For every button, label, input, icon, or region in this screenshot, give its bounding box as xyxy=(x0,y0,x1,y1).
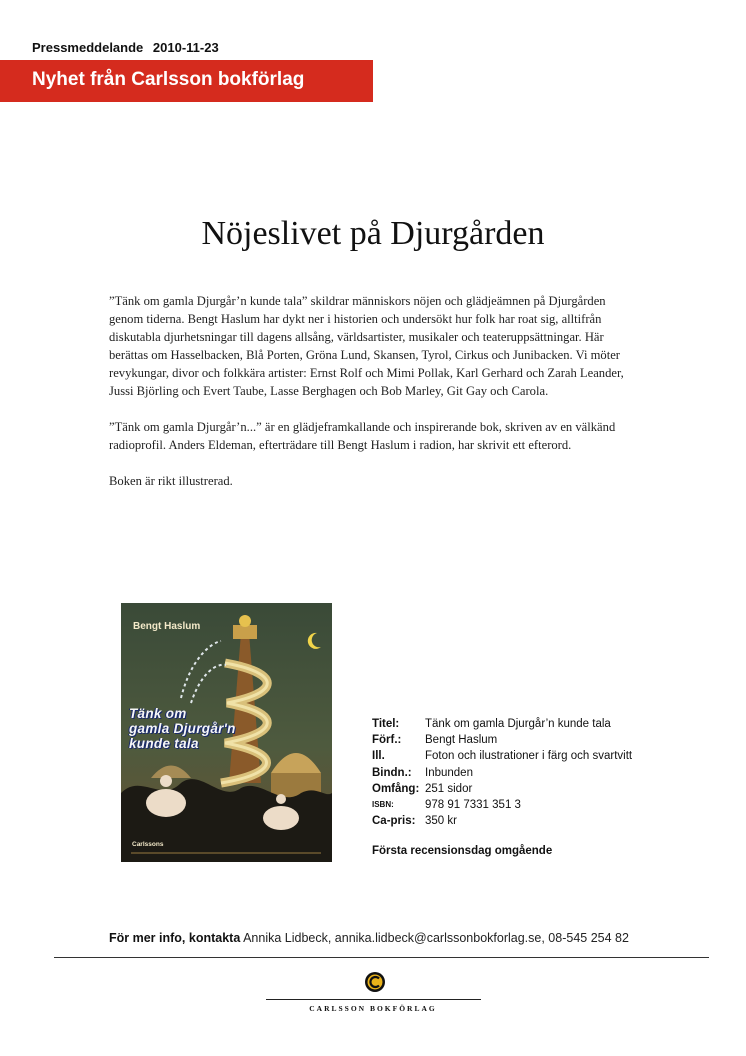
press-release-date: 2010-11-23 xyxy=(152,40,219,55)
publisher-wordmark: CARLSSON BOKFÖRLAG xyxy=(309,1004,437,1013)
info-value: Inbunden xyxy=(425,766,473,779)
cover-title-line: Tänk om xyxy=(129,706,187,721)
info-label: Omfång: xyxy=(372,782,420,795)
info-label: Förf.: xyxy=(372,734,402,747)
press-release-line xyxy=(32,40,225,55)
info-value: 978 91 7331 351 3 xyxy=(425,798,521,811)
info-value: Foton och ilustrationer i färg och svartvitt xyxy=(425,750,633,763)
body-paragraph: ”Tänk om gamla Djurgår’n...” är en glädjeframkallande och inspirerande bok, skriven av en välkänd radioprofil. Anders Eldeman, efterträdare till Bengt Haslum i radion, har skrivit ett efterord. xyxy=(109,420,616,452)
info-value: Bengt Haslum xyxy=(425,734,498,747)
info-row-pages xyxy=(372,781,632,797)
contact-details: Annika Lidbeck, annika.lidbeck@carlssonbokforlag.se, 08-545 254 82 xyxy=(243,931,629,945)
cover-publisher: Carlssons xyxy=(132,841,164,848)
info-value: Tänk om gamla Djurgår’n kunde tala xyxy=(425,718,611,730)
info-label: ISBN: xyxy=(372,799,394,809)
first-review-note: Första recensionsdag omgående xyxy=(372,845,553,857)
cover-title-line: gamla Djurgår'n xyxy=(129,721,236,736)
info-value: 251 sidor xyxy=(425,782,473,795)
news-banner xyxy=(0,60,373,102)
footer-divider xyxy=(54,957,709,958)
info-label: Bindn.: xyxy=(372,766,412,779)
press-release-label: Pressmeddelande xyxy=(32,40,144,55)
info-label: Titel: xyxy=(372,718,400,730)
logo-divider xyxy=(266,999,481,1000)
info-row-title xyxy=(372,716,632,732)
cover-title xyxy=(129,706,236,751)
book-info xyxy=(372,716,632,829)
contact-line xyxy=(109,931,629,945)
info-row-binding xyxy=(372,765,632,781)
info-label: Ca-pris: xyxy=(372,815,416,828)
news-banner-text: Nyhet från Carlsson bokförlag xyxy=(32,69,305,90)
info-label: Ill. xyxy=(372,750,385,763)
info-row-author xyxy=(372,732,632,748)
cover-author: Bengt Haslum xyxy=(133,621,201,632)
contact-label: För mer info, kontakta xyxy=(109,931,241,945)
info-row-illustrations xyxy=(372,748,632,764)
info-row-isbn xyxy=(372,797,632,813)
carlsson-c-logo-icon xyxy=(364,971,386,993)
info-row-price xyxy=(372,813,632,829)
book-cover xyxy=(121,603,332,862)
body-paragraph: ”Tänk om gamla Djurgår’n kunde tala” skildrar människors nöjen och glädjeämnen på Djurgården genom tiderna. Bengt Haslum har dykt ner i historien och undersökt hur folk har roat sig, alltifrån diskutabla djurhetsningar till dagens allsång, världsartister, musikaler och teateruppsättningar. Här berättas om Hasselbacken, Blå Porten, Gröna Lund, Skansen, Tyrol, Cirkus och Junibacken. Vi möter revykungar, divor och folkkära artister: Ernst Rolf och Mimi Pollak, Karl Gerhard och Zarah Leander, Jussi Björling och Evert Taube, Lasse Berghagen och Bob Marley, Git Gay och Carola. xyxy=(109,294,624,398)
body-paragraph: Boken är rikt illustrerad. xyxy=(109,474,233,488)
page-title: Nöjeslivet på Djurgården xyxy=(201,215,545,252)
cover-title-line: kunde tala xyxy=(129,736,199,751)
body-text xyxy=(109,292,639,508)
info-value: 350 kr xyxy=(425,815,457,828)
